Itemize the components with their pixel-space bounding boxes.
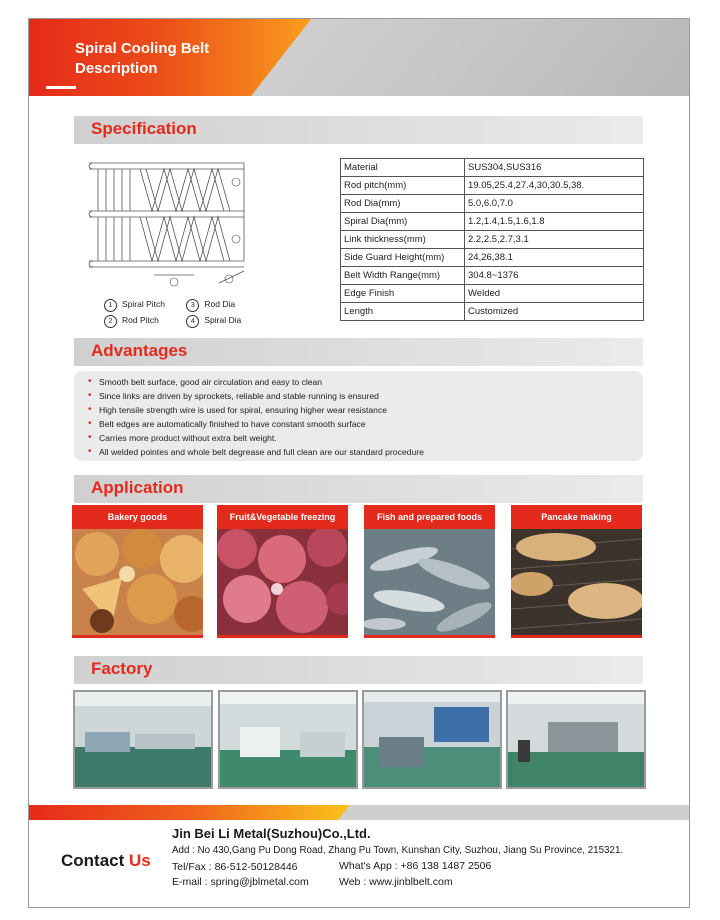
advantages-list [88,375,424,459]
table-row [341,303,644,321]
spec-label: Link thickness(mm) [341,231,465,249]
banner-title-line2: Description [75,60,158,77]
contact-title-us: Us [129,851,151,870]
company-website[interactable]: Web : www.jinblbelt.com [339,876,453,888]
specification-heading-bar [74,116,643,144]
table-row [341,177,644,195]
pancake-photo [511,529,642,635]
spec-label: Edge Finish [341,285,465,303]
application-label: Pancake making [541,512,612,522]
company-whatsapp: What's App : +86 138 1487 2506 [339,860,492,872]
list-item: • High tensile strength wire is used for spiral, ensuring higher wear resistance [88,403,424,417]
footer-stripe [29,805,689,820]
company-name: Jin Bei Li Metal(Suzhou)Co.,Ltd. [172,826,371,841]
legend-label: Rod Dia [204,299,236,309]
legend-number: 3 [186,299,199,312]
spec-label: Material [341,159,465,177]
diagram-legend-row-1 [104,299,235,312]
company-email[interactable]: E-mail : spring@jblmetal.com [172,876,309,888]
factory-photo-4 [506,690,646,789]
diagram-legend-row-2 [104,315,241,328]
table-row [341,249,644,267]
legend-number: 1 [104,299,117,312]
spec-value: 24,26,38.1 [465,249,644,267]
application-label: Fruit&Vegetable freezing [229,512,336,522]
application-card-fish [364,505,495,638]
spec-value: 2.2,2.5,2.7,3.1 [465,231,644,249]
banner-underline [46,86,76,89]
table-row [341,231,644,249]
spec-label: Rod Dia(mm) [341,195,465,213]
spec-value: Customized [465,303,644,321]
application-card-bakery [72,505,203,638]
spec-value: SUS304,SUS316 [465,159,644,177]
contact-us-title [61,851,151,871]
application-card-pancake [511,505,642,638]
list-item: • Since links are driven by sprockets, reliable and stable running is ensured [88,389,424,403]
spec-label: Spiral Dia(mm) [341,213,465,231]
spec-value: 304.8~1376 [465,267,644,285]
advantages-heading-bar [74,338,643,366]
list-item: • All welded pointes and whole belt degrease and full clean are our standard procedure [88,445,424,459]
company-telephone: Tel/Fax : 86-512-50128446 [172,861,298,873]
factory-heading-bar [74,656,643,684]
contact-title-text: Contact [61,851,129,870]
header-banner [29,19,689,96]
application-label: Bakery goods [107,512,168,522]
company-address: Add : No 430,Gang Pu Dong Road, Zhang Pu Town, Kunshan City, Suzhou, Jiang Su Province, 215321. [172,845,624,856]
table-row [341,285,644,303]
factory-photo-2 [218,690,358,789]
advantages-heading: Advantages [91,341,188,360]
specification-table [340,158,644,321]
spec-label: Belt Width Range(mm) [341,267,465,285]
spec-value: 5.0,6.0,7.0 [465,195,644,213]
legend-label: Rod Pitch [122,315,159,325]
table-row [341,159,644,177]
spec-value: Welded [465,285,644,303]
spiral-belt-diagram [84,157,264,297]
bakery-photo [72,529,203,635]
list-item: • Belt edges are automatically finished to have constant smooth surface [88,417,424,431]
specification-heading: Specification [91,119,197,138]
legend-number: 2 [104,315,117,328]
list-item: • Carries more product without extra belt weight. [88,431,424,445]
application-label: Fish and prepared foods [376,512,482,522]
spec-value: 19.05,25.4,27.4,30,30.5,38. [465,177,644,195]
factory-photo-1 [73,690,213,789]
table-row [341,213,644,231]
legend-number: 4 [186,315,199,328]
fish-photo [364,529,495,635]
application-card-fruit [217,505,348,638]
legend-label: Spiral Pitch [122,299,165,309]
spec-label: Side Guard Height(mm) [341,249,465,267]
list-item: • Smooth belt surface, good air circulation and easy to clean [88,375,424,389]
banner-title-line1: Spiral Cooling Belt [75,40,210,57]
spec-value: 1.2,1.4,1.5,1.6,1.8 [465,213,644,231]
table-row [341,267,644,285]
spec-label: Length [341,303,465,321]
table-row [341,195,644,213]
factory-photo-3 [362,690,502,789]
factory-heading: Factory [91,659,153,678]
spec-label: Rod pitch(mm) [341,177,465,195]
banner-title [75,39,209,79]
application-heading: Application [91,478,184,497]
application-heading-bar [74,475,643,503]
frozen-fruit-photo [217,529,348,635]
legend-label: Spiral Dia [204,315,242,325]
